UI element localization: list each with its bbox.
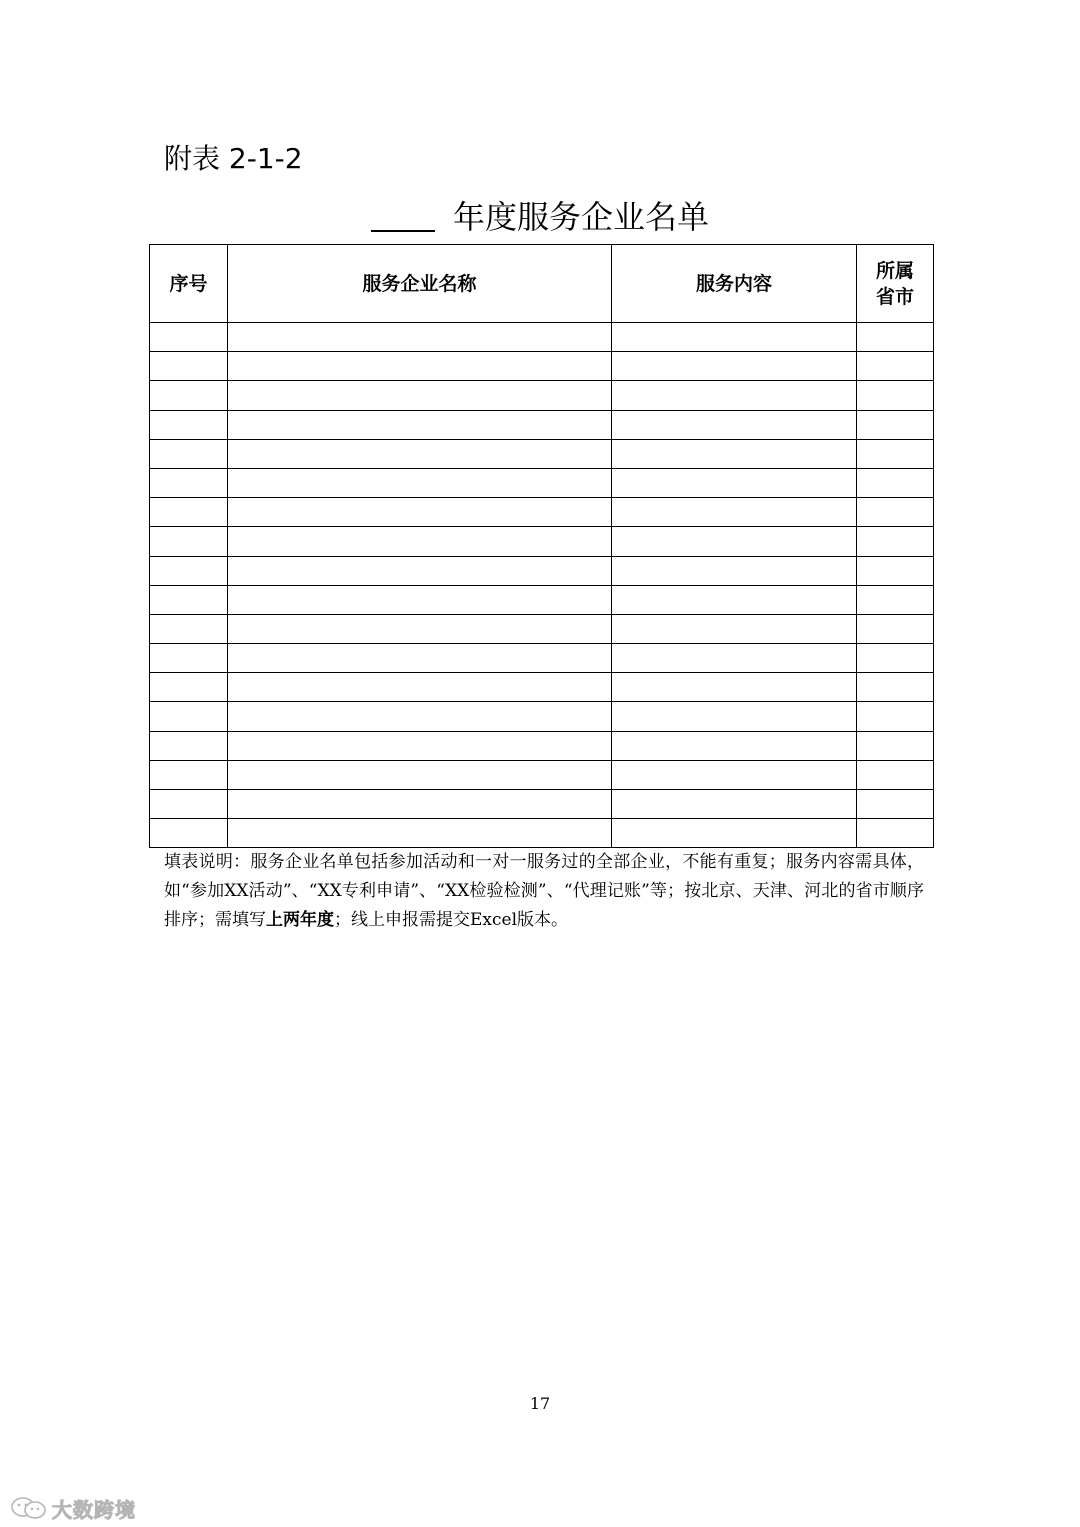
- cell-company-name: [228, 527, 612, 556]
- cell-province: [857, 819, 934, 848]
- note-emphasis: 上两年度: [266, 910, 334, 930]
- cell-index: [150, 381, 228, 410]
- cell-company-name: [228, 381, 612, 410]
- cell-province: [857, 498, 934, 527]
- table-row: [150, 556, 934, 585]
- cell-company-name: [228, 439, 612, 468]
- header-province-line2: 省市: [875, 285, 914, 308]
- table-row: [150, 760, 934, 789]
- cell-company-name: [228, 731, 612, 760]
- header-province: [857, 245, 934, 323]
- cell-company-name: [228, 790, 612, 819]
- table-row: [150, 644, 934, 673]
- cell-province: [857, 381, 934, 410]
- cell-province: [857, 439, 934, 468]
- year-blank-line: [371, 230, 435, 232]
- attachment-label: 附表 2-1-2: [164, 142, 303, 175]
- fill-instructions: [164, 848, 924, 935]
- cell-index: [150, 410, 228, 439]
- cell-company-name: [228, 498, 612, 527]
- cell-company-name: [228, 468, 612, 497]
- table-row: [150, 819, 934, 848]
- table-row: [150, 790, 934, 819]
- service-company-table: [149, 244, 934, 848]
- note-text-part2: ；线上申报需提交Excel版本。: [334, 910, 569, 930]
- table-row: [150, 439, 934, 468]
- cell-service-content: [612, 731, 857, 760]
- cell-index: [150, 323, 228, 352]
- cell-province: [857, 614, 934, 643]
- cell-index: [150, 498, 228, 527]
- cell-company-name: [228, 760, 612, 789]
- cell-service-content: [612, 381, 857, 410]
- cell-service-content: [612, 498, 857, 527]
- document-title: [0, 195, 1080, 239]
- header-company-name: 服务企业名称: [228, 245, 612, 323]
- cell-service-content: [612, 644, 857, 673]
- cell-service-content: [612, 673, 857, 702]
- cell-province: [857, 673, 934, 702]
- cell-index: [150, 644, 228, 673]
- document-title-text: 年度服务企业名单: [452, 198, 709, 236]
- cell-index: [150, 439, 228, 468]
- cell-province: [857, 527, 934, 556]
- cell-company-name: [228, 673, 612, 702]
- cell-company-name: [228, 410, 612, 439]
- cell-province: [857, 760, 934, 789]
- cell-province: [857, 556, 934, 585]
- cell-service-content: [612, 439, 857, 468]
- cell-index: [150, 468, 228, 497]
- table-row: [150, 527, 934, 556]
- cell-province: [857, 468, 934, 497]
- cell-company-name: [228, 702, 612, 731]
- cell-province: [857, 702, 934, 731]
- cell-company-name: [228, 556, 612, 585]
- table-row: [150, 702, 934, 731]
- header-index: 序号: [150, 245, 228, 323]
- watermark-text: 大数跨境: [52, 1497, 136, 1522]
- cell-service-content: [612, 352, 857, 381]
- cell-service-content: [612, 819, 857, 848]
- wechat-logo-icon: [10, 1495, 48, 1521]
- cell-index: [150, 790, 228, 819]
- cell-province: [857, 731, 934, 760]
- cell-index: [150, 556, 228, 585]
- cell-company-name: [228, 585, 612, 614]
- cell-service-content: [612, 556, 857, 585]
- table-row: [150, 585, 934, 614]
- cell-service-content: [612, 702, 857, 731]
- cell-province: [857, 644, 934, 673]
- table-row: [150, 498, 934, 527]
- cell-index: [150, 673, 228, 702]
- table-row: [150, 323, 934, 352]
- cell-company-name: [228, 614, 612, 643]
- cell-index: [150, 352, 228, 381]
- cell-service-content: [612, 468, 857, 497]
- cell-index: [150, 760, 228, 789]
- note-text-part1: 填表说明：服务企业名单包括参加活动和一对一服务过的全部企业，不能有重复；服务内容需具体，如“参加XX活动”、“XX专利申请”、“XX检验检测”、“代理记账”等；按北京、天津、河北的省市顺序排序；需填写: [164, 852, 924, 930]
- cell-province: [857, 585, 934, 614]
- cell-province: [857, 352, 934, 381]
- table-row: [150, 381, 934, 410]
- cell-index: [150, 585, 228, 614]
- cell-company-name: [228, 323, 612, 352]
- cell-index: [150, 702, 228, 731]
- cell-company-name: [228, 819, 612, 848]
- table-row: [150, 614, 934, 643]
- cell-service-content: [612, 323, 857, 352]
- table-header-row: [150, 245, 934, 323]
- watermark: [10, 1493, 136, 1523]
- table-row: [150, 673, 934, 702]
- cell-company-name: [228, 352, 612, 381]
- table-row: [150, 352, 934, 381]
- cell-index: [150, 614, 228, 643]
- header-service-content: 服务内容: [612, 245, 857, 323]
- cell-index: [150, 731, 228, 760]
- cell-province: [857, 790, 934, 819]
- cell-service-content: [612, 614, 857, 643]
- cell-index: [150, 819, 228, 848]
- cell-service-content: [612, 527, 857, 556]
- cell-service-content: [612, 790, 857, 819]
- table-body: [150, 323, 934, 848]
- table-row: [150, 731, 934, 760]
- table-row: [150, 468, 934, 497]
- cell-service-content: [612, 410, 857, 439]
- cell-province: [857, 323, 934, 352]
- cell-service-content: [612, 760, 857, 789]
- cell-company-name: [228, 644, 612, 673]
- cell-province: [857, 410, 934, 439]
- header-province-line1: 所属: [875, 259, 914, 282]
- page-number: 17: [529, 1394, 551, 1413]
- cell-service-content: [612, 585, 857, 614]
- table-row: [150, 410, 934, 439]
- cell-index: [150, 527, 228, 556]
